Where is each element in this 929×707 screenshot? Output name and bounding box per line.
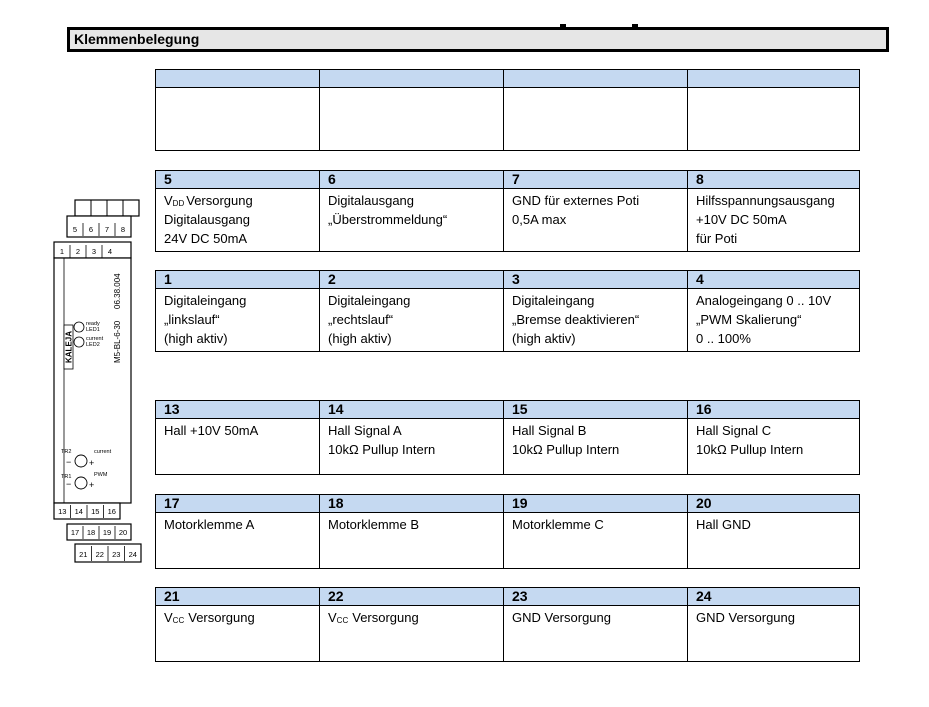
tr1-label: TR1	[61, 474, 72, 480]
terminal-description	[156, 606, 320, 662]
description-line: Analogeingang 0 .. 10V	[696, 293, 832, 308]
description-line: 10kΩ Pullup Intern	[696, 442, 804, 457]
terminal-description	[156, 189, 320, 252]
device-terminal-label: 13	[58, 507, 67, 516]
terminal-number: 8	[688, 171, 860, 189]
description-line: +10V DC 50mA	[696, 212, 787, 227]
description-line: Digitaleingang	[164, 293, 247, 308]
tr1-desc: PWM	[94, 472, 108, 478]
terminal-description	[320, 88, 504, 151]
terminal-description	[688, 88, 860, 151]
device-terminal-label: 14	[74, 507, 83, 516]
terminal-description	[504, 606, 688, 662]
description-line: 24V DC 50mA	[164, 231, 248, 246]
device-terminal-label: 3	[91, 247, 97, 256]
description-line: (high aktiv)	[328, 331, 392, 346]
terminal-number	[156, 70, 320, 88]
terminal-description	[320, 606, 504, 662]
led2-label2: LED2	[86, 342, 100, 348]
device-svg	[52, 197, 146, 565]
terminal-description	[688, 289, 860, 352]
description-line: für Poti	[696, 231, 738, 246]
tr1-plus: +	[89, 480, 95, 490]
description-line: GND für externes Poti	[512, 193, 640, 208]
description-line	[328, 608, 503, 627]
terminal-description	[688, 419, 860, 475]
terminal-number	[504, 70, 688, 88]
description-line: Hilfsspannungsausgang	[696, 193, 835, 208]
device-terminal-label: 5	[72, 225, 78, 234]
section-title-bar	[67, 27, 889, 52]
voltage-symbol: V	[164, 193, 173, 208]
terminal-number: 19	[504, 495, 688, 513]
description-text: Versorgung	[188, 610, 255, 625]
terminal-number: 20	[688, 495, 860, 513]
terminal-description	[504, 289, 688, 352]
description-line: Motorklemme C	[512, 517, 604, 532]
terminal-description	[156, 88, 320, 151]
terminal-number: 2	[320, 271, 504, 289]
terminal-number	[688, 70, 860, 88]
description-line: Hall GND	[696, 517, 751, 532]
tr2-desc: current	[94, 449, 112, 455]
description-line: Hall Signal B	[512, 423, 587, 438]
voltage-subscript: CC	[172, 616, 185, 625]
device-terminal-label: 6	[88, 225, 94, 234]
voltage-symbol: V	[164, 610, 173, 625]
terminal-description	[504, 513, 688, 569]
description-line: Digitalausgang	[328, 193, 415, 208]
description-line: „Bremse deaktivieren“	[512, 312, 640, 327]
terminal-number: 17	[156, 495, 320, 513]
terminal-description	[156, 513, 320, 569]
terminal-number: 5	[156, 171, 320, 189]
terminal-table	[155, 494, 860, 569]
terminal-number: 22	[320, 588, 504, 606]
terminal-table	[155, 170, 860, 252]
description-line: (high aktiv)	[512, 331, 576, 346]
terminal-number: 6	[320, 171, 504, 189]
device-terminal-label: 24	[128, 550, 137, 559]
description-line: 0 .. 100%	[696, 331, 751, 346]
terminal-table	[155, 270, 860, 352]
terminal-number: 7	[504, 171, 688, 189]
terminal-table	[155, 400, 860, 475]
led1-label1: ready	[86, 321, 100, 327]
tr1-minus: −	[66, 479, 72, 489]
terminal-description	[320, 289, 504, 352]
tr2-knob-icon	[75, 455, 87, 467]
led2-label1: current	[86, 336, 104, 342]
section-title: Klemmenbelegung	[74, 31, 200, 47]
terminal-description	[156, 419, 320, 475]
terminal-number: 13	[156, 401, 320, 419]
led1-icon	[74, 322, 84, 332]
terminal-number: 16	[688, 401, 860, 419]
device-terminal-label: 21	[79, 550, 88, 559]
description-line: Motorklemme A	[164, 517, 255, 532]
terminal-number: 24	[688, 588, 860, 606]
terminal-description	[320, 419, 504, 475]
terminal-number: 4	[688, 271, 860, 289]
terminal-number: 3	[504, 271, 688, 289]
description-line: 10kΩ Pullup Intern	[512, 442, 620, 457]
device-terminal-label: 19	[102, 528, 112, 537]
device-terminal-label: 2	[75, 247, 81, 256]
terminal-number: 23	[504, 588, 688, 606]
terminal-number: 1	[156, 271, 320, 289]
device-terminal-label: 22	[95, 550, 104, 559]
description-line: 0,5A max	[512, 212, 567, 227]
terminal-description	[688, 513, 860, 569]
terminal-number: 21	[156, 588, 320, 606]
description-line: GND Versorgung	[512, 610, 611, 625]
description-line	[164, 608, 319, 627]
tr2-label: TR2	[61, 449, 72, 455]
description-line: „Überstrommeldung“	[328, 212, 448, 227]
terminal-description	[504, 189, 688, 252]
terminal-description	[688, 189, 860, 252]
terminal-number	[320, 70, 504, 88]
terminal-description	[504, 419, 688, 475]
description-line: „PWM Skalierung“	[696, 312, 802, 327]
terminal-description	[320, 513, 504, 569]
voltage-subscript: CC	[336, 616, 349, 625]
tr2-plus: +	[89, 458, 95, 468]
description-line: „rechtslauf“	[328, 312, 394, 327]
description-line: Hall Signal A	[328, 423, 402, 438]
device-terminal-label: 20	[118, 528, 128, 537]
description-line: Digitalausgang	[164, 212, 251, 227]
description-line: GND Versorgung	[696, 610, 795, 625]
tr2-minus: −	[66, 457, 72, 467]
terminal-description	[504, 88, 688, 151]
terminal-number: 15	[504, 401, 688, 419]
part-number-text: 06.38.004	[113, 273, 122, 309]
description-text: Versorgung	[186, 193, 253, 208]
device-terminal-label: 1	[59, 247, 65, 256]
tr1-knob-icon	[75, 477, 87, 489]
terminal-number: 14	[320, 401, 504, 419]
led1-label2: LED1	[86, 327, 100, 333]
brand-text: KALEJA	[64, 330, 74, 364]
description-line: Hall +10V 50mA	[164, 423, 259, 438]
terminal-description	[320, 189, 504, 252]
terminal-description	[688, 606, 860, 662]
device-terminal-label: 7	[104, 225, 110, 234]
device-terminal-label: 15	[91, 507, 100, 516]
device-terminal-label: 17	[70, 528, 80, 537]
brand-logo	[64, 325, 74, 369]
description-line: Digitaleingang	[328, 293, 411, 308]
description-line: Motorklemme B	[328, 517, 420, 532]
description-line: 10kΩ Pullup Intern	[328, 442, 436, 457]
description-text: Versorgung	[352, 610, 419, 625]
description-line: (high aktiv)	[164, 331, 228, 346]
voltage-symbol: V	[328, 610, 337, 625]
terminal-table	[155, 587, 860, 662]
terminal-table	[155, 69, 860, 151]
led2-icon	[74, 337, 84, 347]
model-text: M5-BL-6-30	[113, 320, 122, 363]
device-terminal-label: 18	[86, 528, 96, 537]
device-terminal-label: 23	[112, 550, 121, 559]
description-line	[164, 191, 319, 210]
terminal-number: 18	[320, 495, 504, 513]
terminal-description	[156, 289, 320, 352]
description-line: Hall Signal C	[696, 423, 772, 438]
device-drawing	[52, 197, 146, 565]
description-line: „linkslauf“	[164, 312, 220, 327]
device-terminal-label: 16	[107, 507, 116, 516]
device-terminal-label: 4	[107, 247, 113, 256]
voltage-subscript: DD	[172, 199, 185, 208]
description-line: Digitaleingang	[512, 293, 595, 308]
device-terminal-label: 8	[120, 225, 126, 234]
